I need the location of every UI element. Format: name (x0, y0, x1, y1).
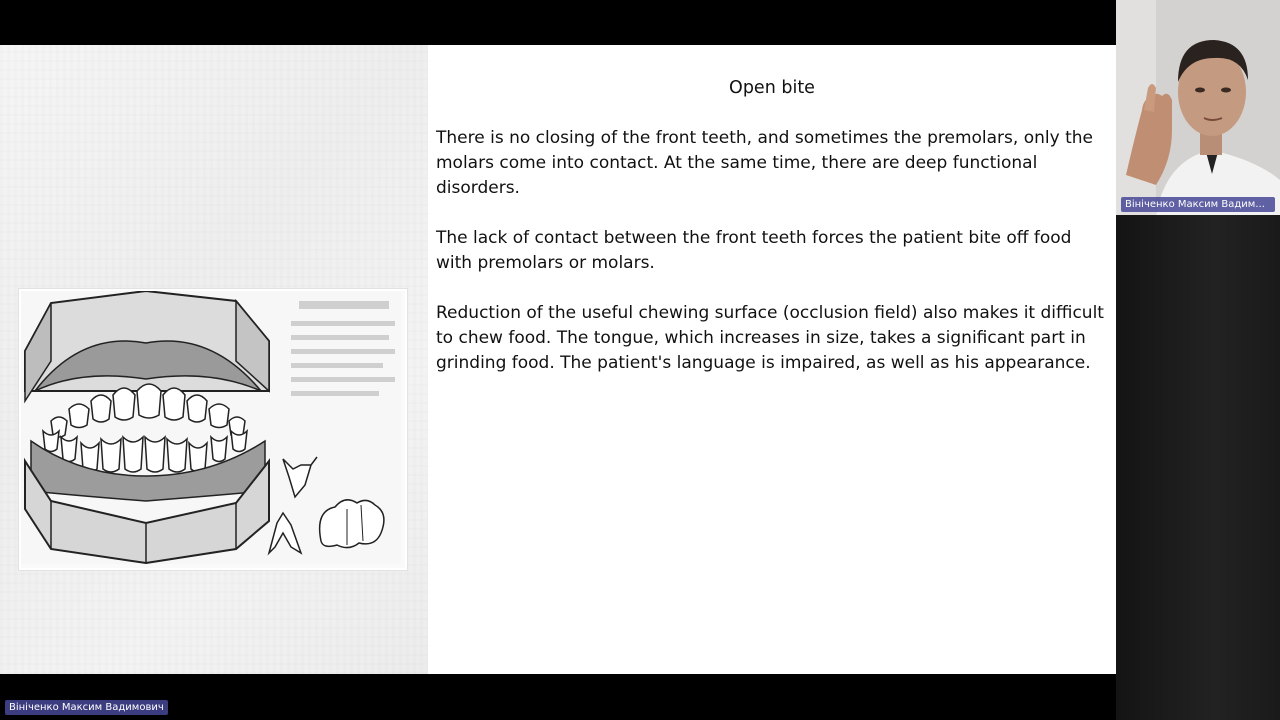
side-panel-background (1116, 215, 1280, 720)
slide-body (436, 126, 1108, 401)
open-bite-illustration (19, 289, 407, 570)
presenter-name-label: Вініченко Максим Вадимович (5, 700, 168, 715)
slide-paragraph: The lack of contact between the front teeth forces the patient bite off food with premolars or molars. (436, 228, 1072, 273)
slide-paragraph: Reduction of the useful chewing surface (occlusion field) also makes it difficult to chew food. The tongue, which increases in size, takes a significant part in grinding food. The patient's language is impaired, as well as his appearance. (436, 303, 1104, 373)
slide-paragraph: There is no closing of the front teeth, and sometimes the premolars, only the molars come into contact. At the same time, there are deep functional disorders. (436, 128, 1093, 198)
participant-video-tile[interactable] (1116, 0, 1280, 215)
participant-avatar (1116, 0, 1280, 215)
teeth-drawing (21, 291, 401, 564)
participant-name-label: Вініченко Максим Вадим... (1121, 197, 1275, 212)
shared-slide (0, 45, 1116, 674)
slide-title: Open bite (729, 78, 815, 98)
